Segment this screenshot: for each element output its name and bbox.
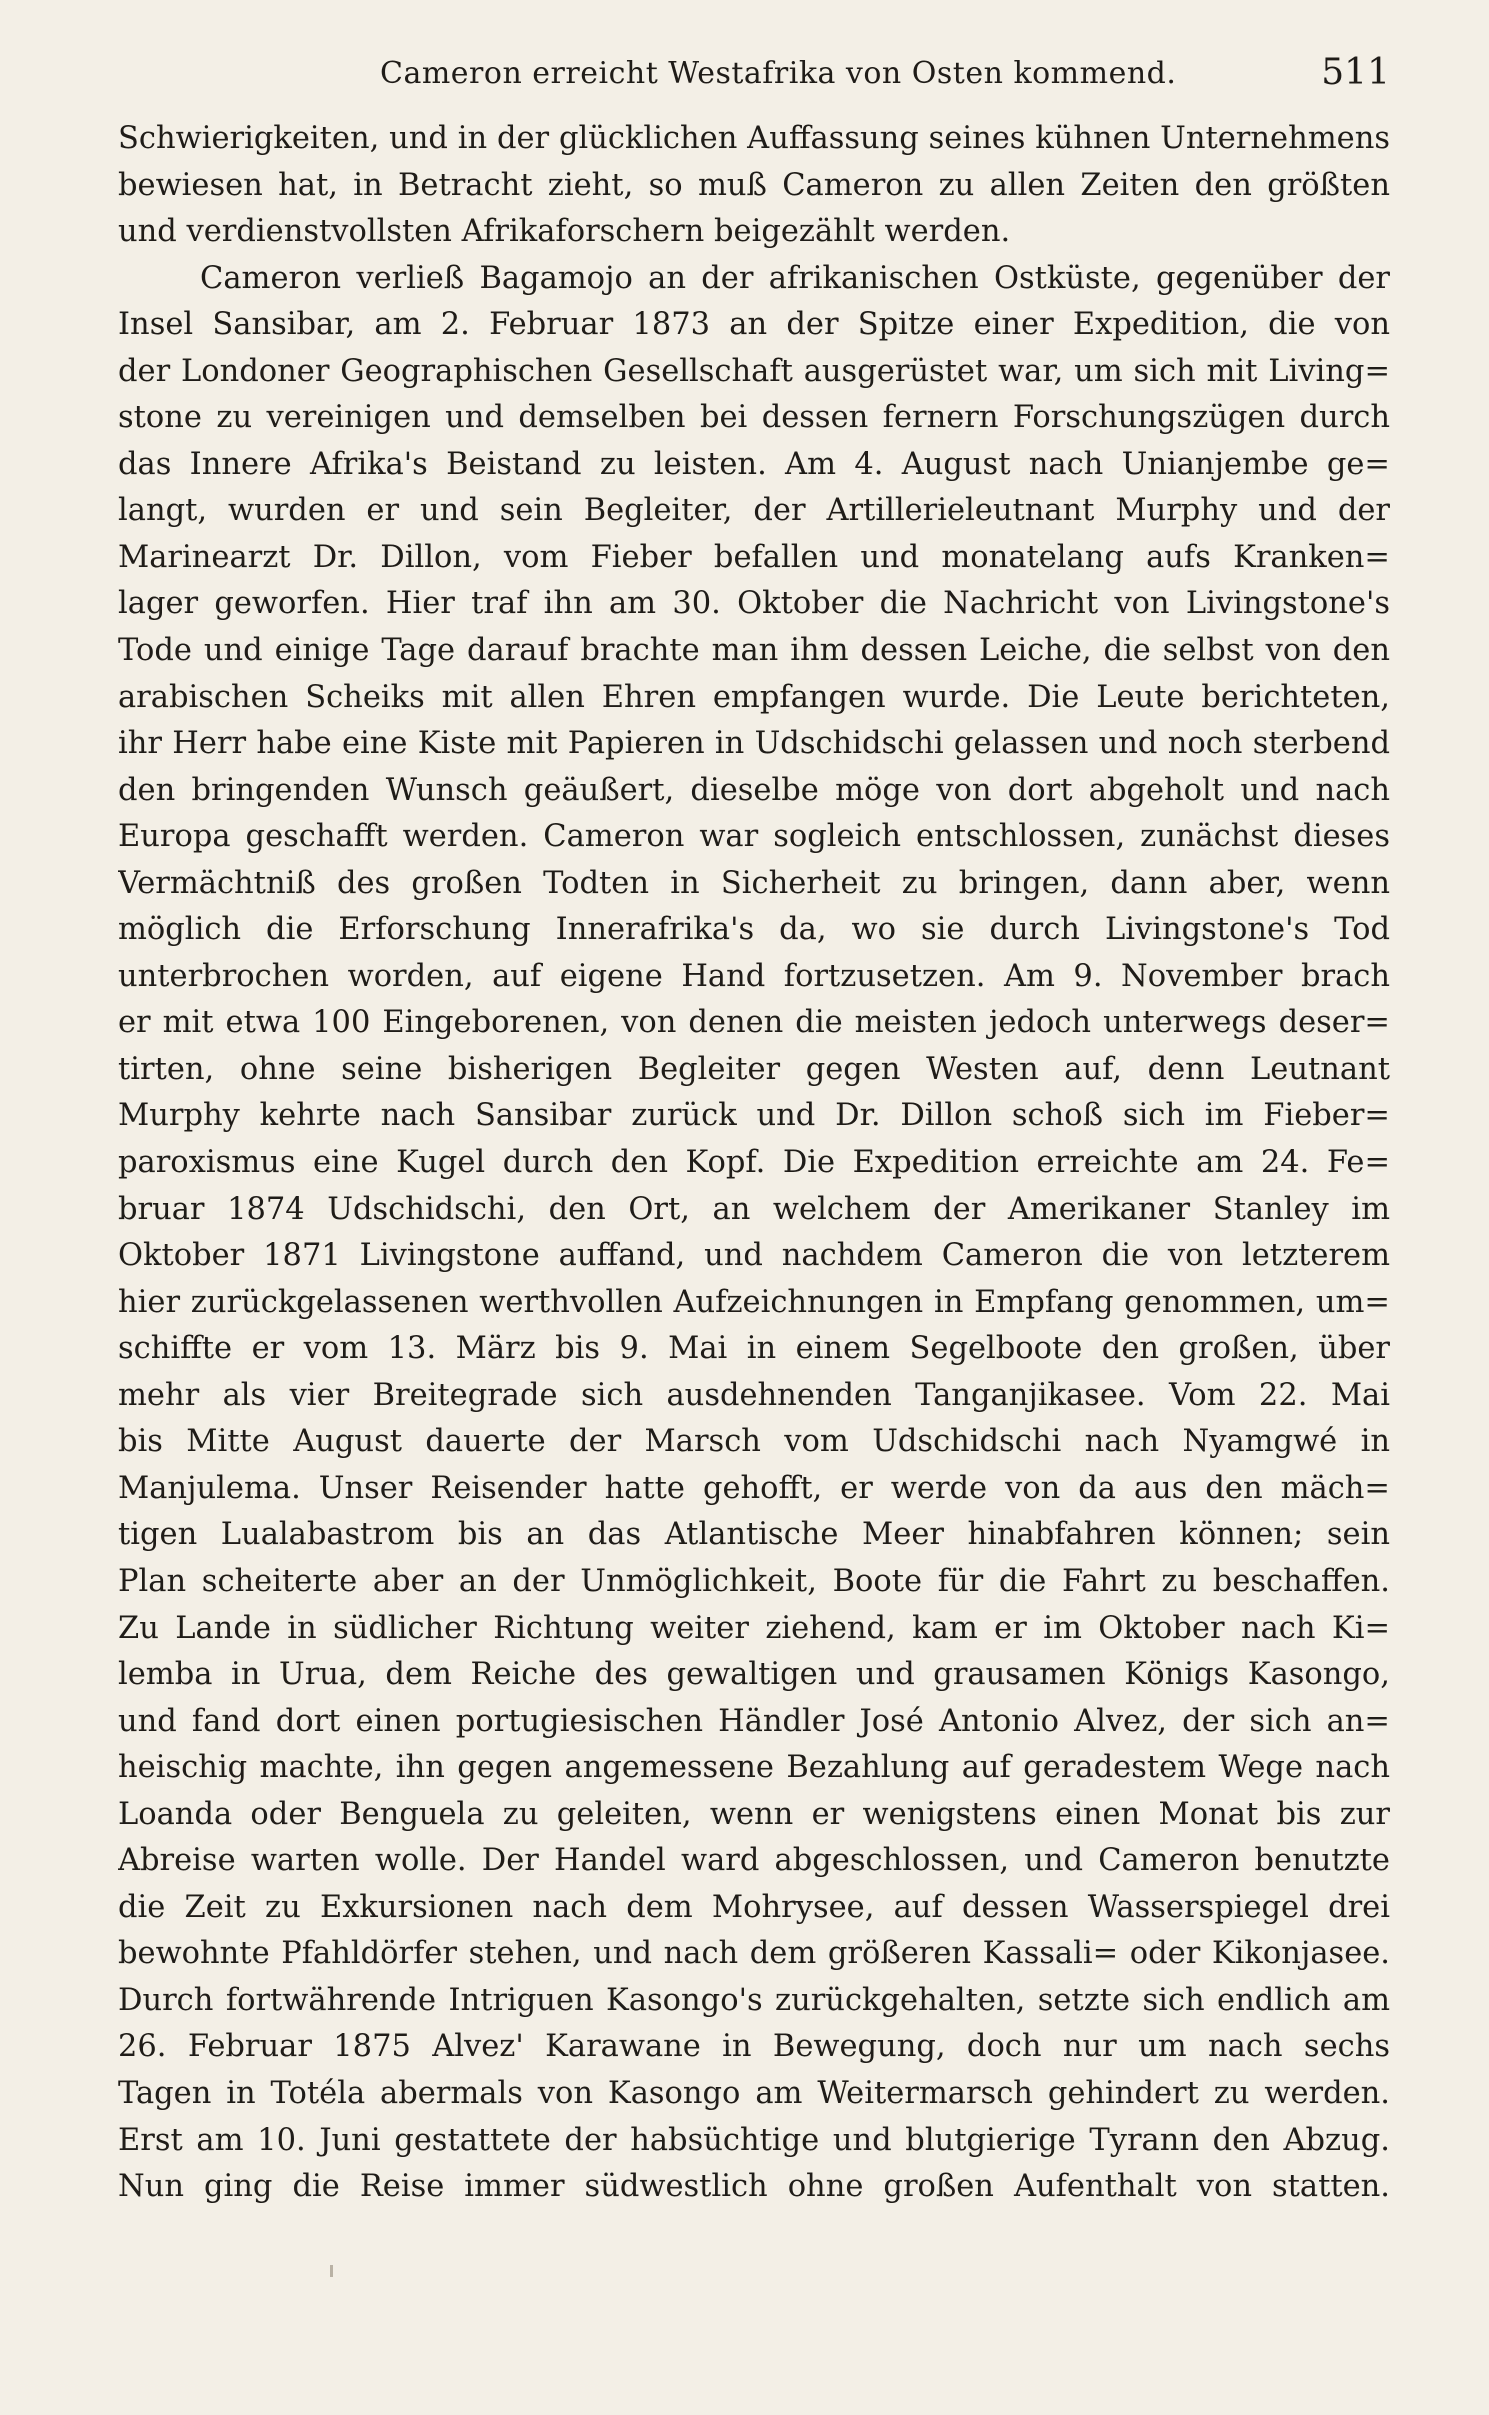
text-line: Tagen in Totéla abermals von Kasongo am Weitermarsch gehindert zu werden. (118, 2075, 1390, 2111)
text-line: schiffte er vom 13. März bis 9. Mai in einem Segelboote den großen, über (118, 1331, 1390, 1367)
text-line: Cameron verließ Bagamojo an der afrikanischen Ostküste, gegenüber der (200, 260, 1390, 296)
text-line: Abreise warten wolle. Der Handel ward abgeschlossen, und Cameron benutzte (118, 1843, 1390, 1879)
text-line: bruar 1874 Udschidschi, den Ort, an welchem der Amerikaner Stanley im (118, 1191, 1390, 1227)
text-line: und fand dort einen portugiesischen Händler José Antonio Alvez, der sich an= (118, 1703, 1390, 1739)
text-line: unterbrochen worden, auf eigene Hand fortzusetzen. Am 9. November brach (118, 958, 1390, 994)
text-line: bis Mitte August dauerte der Marsch vom Udschidschi nach Nyamgwé in (118, 1424, 1390, 1460)
text-line: heischig machte, ihn gegen angemessene Bezahlung auf geradestem Wege nach (118, 1750, 1390, 1786)
text-line: mehr als vier Breitegrade sich ausdehnenden Tanganjikasee. Vom 22. Mai (118, 1377, 1390, 1413)
text-line: 26. Februar 1875 Alvez' Karawane in Bewegung, doch nur um nach sechs (118, 2029, 1390, 2065)
text-line: bewohnte Pfahldörfer stehen, und nach dem größeren Kassali= oder Kikonjasee. (118, 1936, 1390, 1972)
page-number: 511 (1321, 52, 1390, 93)
running-head: Cameron erreicht Westafrika von Osten kommend. (380, 56, 1177, 91)
text-line: Nun ging die Reise immer südwestlich ohne großen Aufenthalt von statten. (118, 2169, 1390, 2205)
text-line: paroxismus eine Kugel durch den Kopf. Die Expedition erreichte am 24. Fe= (118, 1145, 1390, 1181)
text-line: arabischen Scheiks mit allen Ehren empfangen wurde. Die Leute berichteten, (118, 679, 1390, 715)
text-line: tigen Lualabastrom bis an das Atlantische Meer hinabfahren können; sein (118, 1517, 1390, 1553)
text-line: Insel Sansibar, am 2. Februar 1873 an der Spitze einer Expedition, die von (118, 307, 1390, 343)
text-line: stone zu vereinigen und demselben bei dessen fernern Forschungszügen durch (118, 400, 1390, 436)
text-line: der Londoner Geographischen Gesellschaft ausgerüstet war, um sich mit Living= (118, 353, 1390, 389)
text-line: Loanda oder Benguela zu geleiten, wenn er wenigstens einen Monat bis zur (118, 1796, 1390, 1832)
text-line: hier zurückgelassenen werthvollen Aufzeichnungen in Empfang genommen, um= (118, 1284, 1390, 1320)
text-line: Murphy kehrte nach Sansibar zurück und Dr. Dillon schoß sich im Fieber= (118, 1098, 1390, 1134)
text-line: möglich die Erforschung Innerafrika's da, wo sie durch Livingstone's Tod (118, 912, 1390, 948)
text-line: Vermächtniß des großen Todten in Sicherheit zu bringen, dann aber, wenn (118, 865, 1390, 901)
text-line: Erst am 10. Juni gestattete der habsüchtige und blutgierige Tyrann den Abzug. (118, 2122, 1390, 2158)
text-line: Manjulema. Unser Reisender hatte gehofft, er werde von da aus den mäch= (118, 1470, 1390, 1506)
text-line: Oktober 1871 Livingstone auffand, und nachdem Cameron die von letzterem (118, 1238, 1390, 1274)
text-line: Marinearzt Dr. Dillon, vom Fieber befallen und monatelang aufs Kranken= (118, 539, 1390, 575)
text-line: bewiesen hat, in Betracht zieht, so muß Cameron zu allen Zeiten den größten (118, 167, 1390, 203)
text-line: Plan scheiterte aber an der Unmöglichkeit, Boote für die Fahrt zu beschaffen. (118, 1563, 1390, 1599)
text-line: er mit etwa 100 Eingeborenen, von denen die meisten jedoch unterwegs deser= (118, 1005, 1390, 1041)
text-line: lemba in Urua, dem Reiche des gewaltigen und grausamen Königs Kasongo, (118, 1657, 1390, 1693)
text-line: lager geworfen. Hier traf ihn am 30. Oktober die Nachricht von Livingstone's (118, 586, 1390, 622)
text-line: die Zeit zu Exkursionen nach dem Mohrysee, auf dessen Wasserspiegel drei (118, 1889, 1390, 1925)
text-line: Europa geschafft werden. Cameron war sogleich entschlossen, zunächst dieses (118, 819, 1390, 855)
text-line: das Innere Afrika's Beistand zu leisten. Am 4. August nach Unianjembe ge= (118, 446, 1390, 482)
text-line: ihr Herr habe eine Kiste mit Papieren in Udschidschi gelassen und noch sterbend (118, 726, 1390, 762)
text-line: Zu Lande in südlicher Richtung weiter ziehend, kam er im Oktober nach Ki= (118, 1610, 1390, 1646)
text-line: Durch fortwährende Intriguen Kasongo's zurückgehalten, setzte sich endlich am (118, 1982, 1390, 2018)
print-speck (330, 2265, 333, 2277)
text-line: den bringenden Wunsch geäußert, dieselbe möge von dort abgeholt und nach (118, 772, 1390, 808)
text-line: und verdienstvollsten Afrikaforschern beigezählt werden. (118, 214, 1011, 250)
page-header (118, 52, 1390, 102)
text-line: Tode und einige Tage darauf brachte man ihm dessen Leiche, die selbst von den (118, 633, 1390, 669)
text-line: Schwierigkeiten, und in der glücklichen Auffassung seines kühnen Unternehmens (118, 121, 1390, 156)
text-line: langt, wurden er und sein Begleiter, der Artillerieleutnant Murphy und der (118, 493, 1390, 529)
body-text (118, 116, 1390, 2211)
text-line: tirten, ohne seine bisherigen Begleiter gegen Westen auf, denn Leutnant (118, 1051, 1390, 1087)
